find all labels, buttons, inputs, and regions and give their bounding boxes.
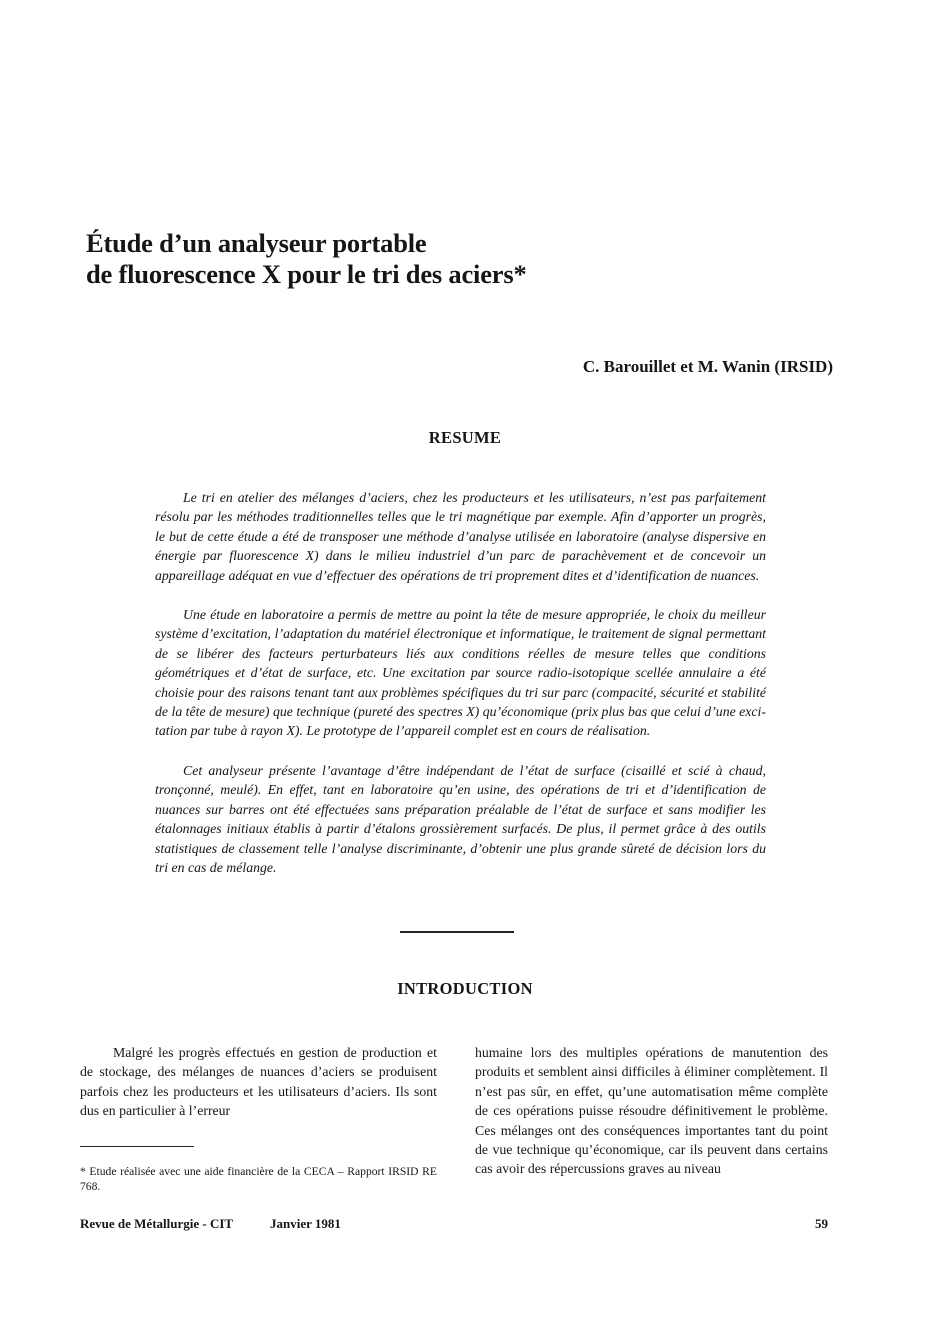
introduction-left-column — [80, 1043, 437, 1121]
footnote-rule — [80, 1146, 194, 1147]
authors: C. Barouillet et M. Wanin (IRSID) — [582, 357, 833, 376]
section-divider — [400, 931, 514, 933]
introduction-paragraph: Malgré les progrès effectués en gestion de production et de stockage, des mélanges de nuances d’aciers se produisent parfois chez les producteurs et les utilisateurs d’aciers. Ils sont dus en particulier à l’erreur — [80, 1045, 437, 1119]
article-title — [86, 228, 686, 290]
introduction-paragraph-continued: humaine lors des multiples opérations de manutention des produits et semblent ainsi difficiles à éliminer complètement. Il n’est pas sûr, en effet, qu’une automatisation même complète de ces opérations puisse résoudre définitivement le problème. Ces mélanges ont des conséquences importantes tant du point de vue technique qu’économique, car ils peuvent dans certains cas avoir des répercussions graves au niveau — [475, 1045, 828, 1177]
resume-heading: RESUME — [428, 428, 502, 447]
abstract-paragraph: Une étude en laboratoire a permis de mettre au point la tête de mesure appropriée, le choix du meilleur système d’excitation, l’adaptation du matériel électronique et informatique, le traitement de signal permettant de se libérer des facteurs perturbateurs liés aux conditions réelles de mesure telles que conditions géométriques et d’état de surface, etc. Une excitation par source radio-isotopique scellée annulaire a été choisie pour des raisons tenant tant aux problèmes spécifiques du tri sur parc (compacité, sécurité et stabilité de la tête de mesure) que technique (pureté des spectres X) qu’économique (prix plus bas que celui d’une excitation par tube à rayon X). Le prototype de l’appareil complet est en cours de réalisation. — [155, 607, 766, 739]
page-number: 59 — [815, 1216, 828, 1231]
title-line-2: de fluorescence X pour le tri des aciers* — [86, 259, 527, 289]
footnote: * Etude réalisée avec une aide financière de la CECA – Rapport IRSID RE 768. — [80, 1165, 437, 1193]
abstract-paragraph: Le tri en atelier des mélanges d’aciers, chez les producteurs et les utilisateurs, n’est pas parfaitement résolu par les méthodes traditionnelles telles que le tri magnétique par exemple. Afin d’apporter un progrès, le but de cette étude a été de transposer une méthode d’analyse utilisée en laboratoire (analyse dispersive en énergie par fluorescence X) dans le milieu industriel d’un parc de parachèvement et de concevoir un appareillage adéquat en vue d’effectuer des opérations de tri proprement dites et d’identification de nuances. — [155, 490, 766, 583]
introduction-right-column — [475, 1043, 828, 1179]
abstract-paragraph: Cet analyseur présente l’avantage d’être indépendant de l’état de surface (cisaillé et scié à chaud, tronçonné, meulé). En effet, tant en laboratoire qu’en usine, des opérations de tri et d’identification de nuances sur barres ont été effectuées sans préparation préalable de l’état de surface et sans modifier les étalonnages initiaux établis à partir d’étalons grossièrement surfacés. De plus, il permet grâce à des outils statistiques de classement telle l’analyse discriminante, d’obtenir une plus grande sûreté de décision lors du tri en cas de mélange. — [155, 762, 766, 875]
footer-date: Janvier 1981 — [270, 1216, 341, 1231]
introduction-heading: INTRODUCTION — [397, 979, 533, 998]
footer-journal: Revue de Métallurgie - CIT — [80, 1216, 234, 1231]
title-line-1: Étude d’un analyseur portable — [86, 228, 427, 258]
abstract — [155, 488, 766, 897]
